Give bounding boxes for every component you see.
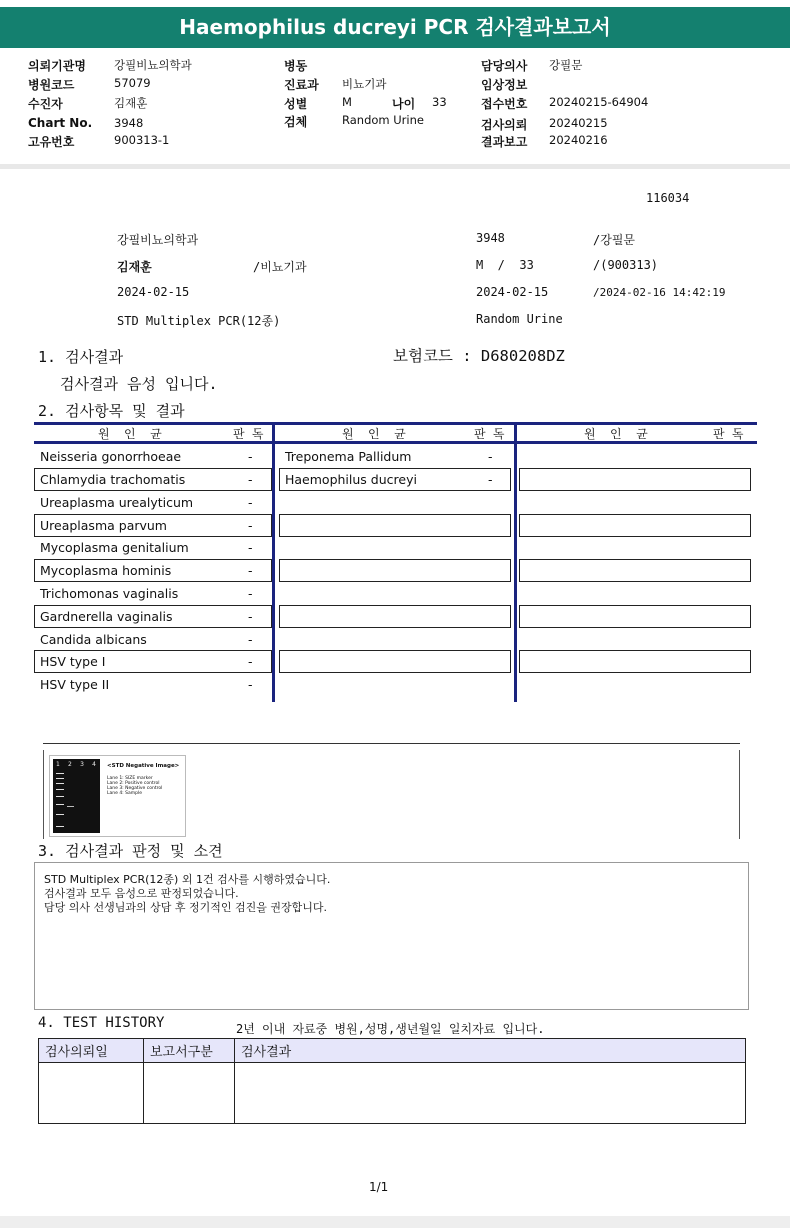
header-divider xyxy=(0,164,790,169)
organism-name: Candida albicans xyxy=(40,632,147,647)
header-label-department: 진료과 xyxy=(284,78,319,92)
table-row xyxy=(279,514,511,537)
history-col-result: 검사결과 xyxy=(235,1039,746,1063)
info-clinic: 강필비뇨의학과 xyxy=(117,233,199,247)
gel-lane-labels: 1 2 3 4 xyxy=(56,761,96,768)
header-value-report-date: 20240216 xyxy=(549,133,608,147)
header-label-chart-no: Chart No. xyxy=(28,116,93,130)
info-date-2: 2024-02-15 xyxy=(476,285,549,299)
header-label-ward: 병동 xyxy=(284,59,308,73)
section-4-title: 4. TEST HISTORY xyxy=(38,1015,165,1031)
gel-photo xyxy=(53,759,100,833)
history-col-report-type: 보고서구분 xyxy=(144,1039,235,1063)
report-number: 116034 xyxy=(646,191,690,205)
header-label-receipt-no: 접수번호 xyxy=(481,97,528,111)
report-title: Haemophilus ducreyi PCR 검사결과보고서 xyxy=(0,7,790,48)
opinion-line: 검사결과 모두 음성으로 판정되었습니다. xyxy=(44,887,239,900)
table-row xyxy=(519,514,751,537)
history-cell xyxy=(144,1063,235,1124)
header-label-unique-no: 고유번호 xyxy=(28,135,75,149)
header-value-doctor: 강필문 xyxy=(549,58,583,72)
organism-name: Trichomonas vaginalis xyxy=(40,586,179,601)
opinion-line: 담당 의사 선생님과의 상담 후 정기적인 검진을 권장합니다. xyxy=(44,901,327,914)
organism-result: - xyxy=(248,654,253,669)
col2-judge-header: 판 독 xyxy=(474,427,505,441)
history-note: 2년 이내 자료중 병원,성명,생년월일 일치자료 입니다. xyxy=(236,1022,545,1036)
header-value-specimen: Random Urine xyxy=(342,113,424,127)
opinion-box xyxy=(34,862,749,1010)
header-value-sex: M xyxy=(342,95,352,109)
history-cell xyxy=(235,1063,746,1124)
header-value-request-date: 20240215 xyxy=(549,116,608,130)
info-specimen: Random Urine xyxy=(476,312,563,326)
organism-result: - xyxy=(248,586,253,601)
header-label-clinical-info: 임상정보 xyxy=(481,78,528,92)
history-col-request-date: 검사의뢰일 xyxy=(39,1039,144,1063)
header-label-specimen: 검체 xyxy=(284,115,308,129)
info-dept: /비뇨기과 xyxy=(253,260,307,274)
table-divider-2 xyxy=(514,422,517,702)
header-value-age: 33 xyxy=(432,95,447,109)
col3-judge-header: 판 독 xyxy=(713,427,744,441)
table-row xyxy=(279,650,511,673)
table-row xyxy=(519,468,751,491)
info-patient: 김재훈 xyxy=(117,260,152,274)
table-row xyxy=(519,605,751,628)
history-header-row xyxy=(39,1039,746,1063)
header-value-institution: 강필비뇨의학과 xyxy=(114,58,192,72)
organism-result: - xyxy=(248,677,253,692)
section-1-title: 1. 검사결과 xyxy=(38,348,124,366)
header-label-request-date: 검사의뢰 xyxy=(481,118,528,132)
header-label-doctor: 담당의사 xyxy=(481,59,528,73)
info-report-time: /2024-02-16 14:42:19 xyxy=(593,286,726,299)
table-row xyxy=(279,559,511,582)
organism-result: - xyxy=(248,540,253,555)
organism-result: - xyxy=(248,632,253,647)
header-value-receipt-no: 20240215-64904 xyxy=(549,95,649,109)
organism-name: Mycoplasma genitalium xyxy=(40,540,189,555)
info-doctor: /강필문 xyxy=(593,233,636,247)
info-birth: /(900313) xyxy=(593,258,659,272)
header-value-chart-no: 3948 xyxy=(114,116,144,130)
header-label-institution: 의뢰기관명 xyxy=(28,59,86,73)
footer-bar xyxy=(0,1216,790,1228)
col1-header: 원 인 균 xyxy=(98,427,162,441)
organism-result: - xyxy=(248,518,253,533)
organism-name: Gardnerella vaginalis xyxy=(40,609,173,624)
organism-result: - xyxy=(488,449,493,464)
header-label-sex: 성별 xyxy=(284,97,308,111)
page-number: 1/1 xyxy=(369,1180,389,1194)
header-value-patient: 김재훈 xyxy=(114,96,148,110)
organism-name: HSV type II xyxy=(40,677,110,692)
gel-image-panel xyxy=(49,755,186,837)
opinion-line: STD Multiplex PCR(12종) 외 1건 검사를 시행하였습니다. xyxy=(44,873,331,886)
organism-result: - xyxy=(248,563,253,578)
info-date-1: 2024-02-15 xyxy=(117,285,190,299)
header-label-report-date: 결과보고 xyxy=(481,135,528,149)
col1-judge-header: 판 독 xyxy=(233,427,264,441)
result-summary: 검사결과 음성 입니다. xyxy=(60,375,218,393)
header-label-hospital-code: 병원코드 xyxy=(28,78,75,92)
organism-result: - xyxy=(488,472,493,487)
organism-result: - xyxy=(248,609,253,624)
organism-name: Haemophilus ducreyi xyxy=(285,472,417,487)
table-divider-1 xyxy=(272,422,275,702)
gel-legend-title: <STD Negative Image> xyxy=(107,763,180,769)
organism-name: Ureaplasma parvum xyxy=(40,518,167,533)
table-row xyxy=(519,559,751,582)
header-value-hospital-code: 57079 xyxy=(114,76,151,90)
organism-name: HSV type I xyxy=(40,654,106,669)
organism-result: - xyxy=(248,449,253,464)
history-cell xyxy=(39,1063,144,1124)
insurance-code: 보험코드 : D680208DZ xyxy=(393,347,565,365)
gel-top-rule xyxy=(43,743,740,744)
header-value-unique-no: 900313-1 xyxy=(114,133,170,147)
organism-name: Chlamydia trachomatis xyxy=(40,472,186,487)
organism-name: Treponema Pallidum xyxy=(285,449,412,464)
col2-header: 원 인 균 xyxy=(342,427,406,441)
table-row xyxy=(519,650,751,673)
gel-legend: Lane 1: SIZE marker Lane 2: Positive control Lane 3: Negative control Lane 4: Sample xyxy=(107,776,163,796)
info-sex-age: M / 33 xyxy=(476,258,534,272)
history-table xyxy=(38,1038,746,1124)
header-label-age: 나이 xyxy=(392,97,416,111)
organism-name: Ureaplasma urealyticum xyxy=(40,495,194,510)
section-2-title: 2. 검사항목 및 결과 xyxy=(38,402,185,420)
info-test-name: STD Multiplex PCR(12종) xyxy=(117,314,281,328)
organism-result: - xyxy=(248,495,253,510)
organism-result: - xyxy=(248,472,253,487)
info-chart: 3948 xyxy=(476,231,505,245)
header-label-patient: 수진자 xyxy=(28,97,63,111)
section-3-title: 3. 검사결과 판정 및 소견 xyxy=(38,842,223,860)
organism-name: Neisseria gonorrhoeae xyxy=(40,449,182,464)
table-row xyxy=(39,1063,746,1124)
table-row xyxy=(279,605,511,628)
organism-name: Mycoplasma hominis xyxy=(40,563,172,578)
header-value-department: 비뇨기과 xyxy=(342,77,387,91)
col3-header: 원 인 균 xyxy=(584,427,648,441)
